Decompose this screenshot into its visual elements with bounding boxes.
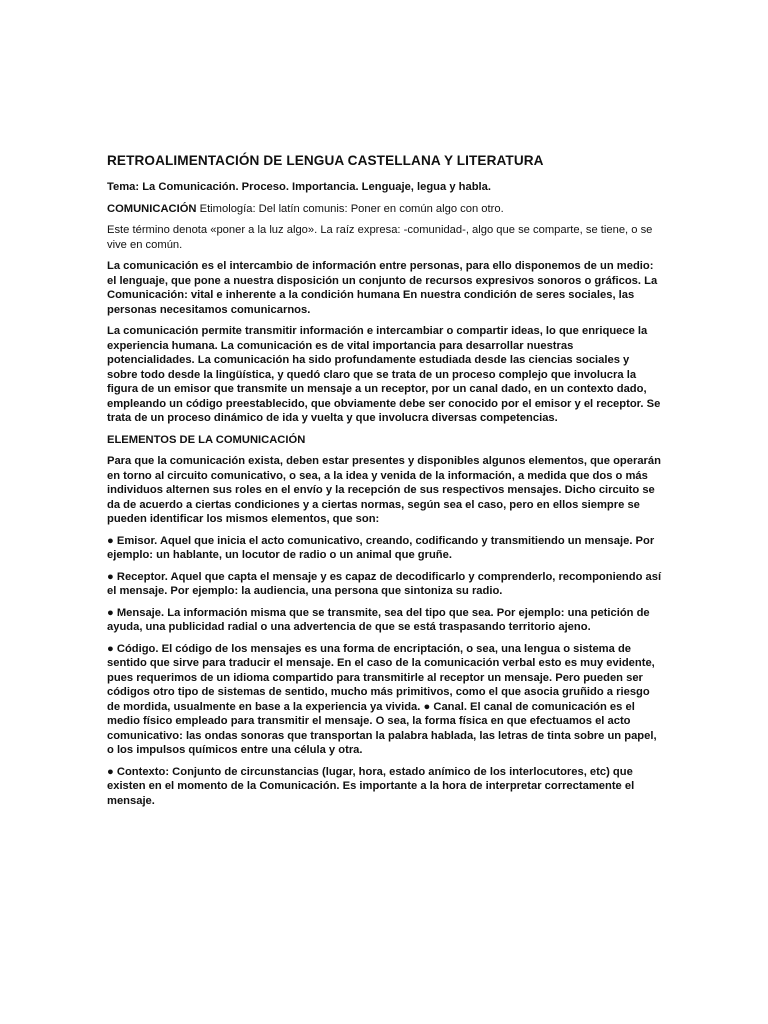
paragraph-intercambio: La comunicación es el intercambio de información entre personas, para ello disponemos de un medio: el lenguaje, que pone a nuestra disposición un conjunto de recursos expresivos sonoros o gráficos. La Comunicación: vital e inherente a la condición humana En nuestra condición de seres sociales, las personas necesitamos comunicarnos. bbox=[107, 260, 658, 316]
paragraph-termino: Este término denota «poner a la luz algo». La raíz expresa: -comunidad-, algo que se comparte, se tiene, o se vive en común. bbox=[107, 224, 653, 251]
list-item-receptor: ● Receptor. Aquel que capta el mensaje y es capaz de decodificarlo y comprenderlo, recomponiendo así el mensaje. Por ejemplo: la audiencia, una persona que sintoniza su radio. bbox=[107, 570, 662, 597]
list-item-codigo: ● Código. El código de los mensajes es una forma de encriptación, o sea, una lengua o sistema de sentido que sirve para traducir el mensaje. En el caso de la comunicación verbal esto es muy evidente, pues requerimos de un idioma compartido para transmitirle al receptor un mensaje. Pero pueden ser códigos otro tipo de sistemas de sentido, mucho más primitivos, como el que asocia gruñido a riesgo de mordida, usualmente en base a la experiencia ya vivida. ● Canal. El canal de comunicación es el medio físico empleado para transmitir el mensaje. O sea, la forma física en que efectuamos el acto comunicativo: las ondas sonoras que transportan la palabra hablada, las letras de tinta sobre un papel, o los impulsos químicos entre una célula y otra. bbox=[107, 642, 657, 756]
document-title: RETROALIMENTACIÓN DE LENGUA CASTELLANA Y LITERATURA bbox=[107, 153, 544, 168]
list-item-contexto: ● Contexto: Conjunto de circunstancias (lugar, hora, estado anímico de los interlocutores, etc) que existen en el momento de la Comunicación. Es importante a la hora de interpretar correctamente el mensaje. bbox=[107, 765, 635, 807]
comunicacion-etymology: Etimología: Del latín comunis: Poner en común algo con otro. bbox=[196, 202, 504, 215]
document-page bbox=[107, 152, 662, 815]
list-item-emisor: ● Emisor. Aquel que inicia el acto comunicativo, creando, codificando y transmitiendo un mensaje. Por ejemplo: un hablante, un locutor de radio o un animal que gruñe. bbox=[107, 534, 655, 561]
comunicacion-definition bbox=[107, 202, 662, 217]
comunicacion-label: COMUNICACIÓN bbox=[107, 202, 197, 215]
paragraph-circuito: Para que la comunicación exista, deben estar presentes y disponibles algunos elementos, que operarán en torno al circuito comunicativo, o sea, a la idea y venida de la información, a medida que dos o más individuos alternen sus roles en el envío y la recepción de sus respectivos mensajes. Dicho circuito se da de acuerdo a ciertas condiciones y a ciertas normas, según sea el caso, pero en ellos siempre se pueden identificar los mismos elementos, que son: bbox=[107, 455, 661, 525]
heading-elementos: ELEMENTOS DE LA COMUNICACIÓN bbox=[107, 433, 306, 446]
paragraph-permite: La comunicación permite transmitir información e intercambiar o compartir ideas, lo que enriquece la experiencia humana. La comunicación es de vital importancia para desarrollar nuestras potencialidades. La comunicación ha sido profundamente estudiada desde las ciencias sociales y sobre todo desde la lingüística, y quedó claro que se trata de un proceso complejo que involucra la figura de un emisor que transmite un mensaje a un receptor, por un canal dado, en un contexto dado, empleando un código preestablecido, que obviamente debe ser conocido por el emisor y el receptor. Se trata de un proceso dinámico de ida y vuelta y que involucra diversas competencias. bbox=[107, 325, 661, 424]
tema-line: Tema: La Comunicación. Proceso. Importancia. Lenguaje, legua y habla. bbox=[107, 181, 491, 193]
list-item-mensaje: ● Mensaje. La información misma que se transmite, sea del tipo que sea. Por ejemplo: una petición de ayuda, una publicidad radial o una advertencia de que se está traspasando territorio ajeno. bbox=[107, 606, 650, 633]
